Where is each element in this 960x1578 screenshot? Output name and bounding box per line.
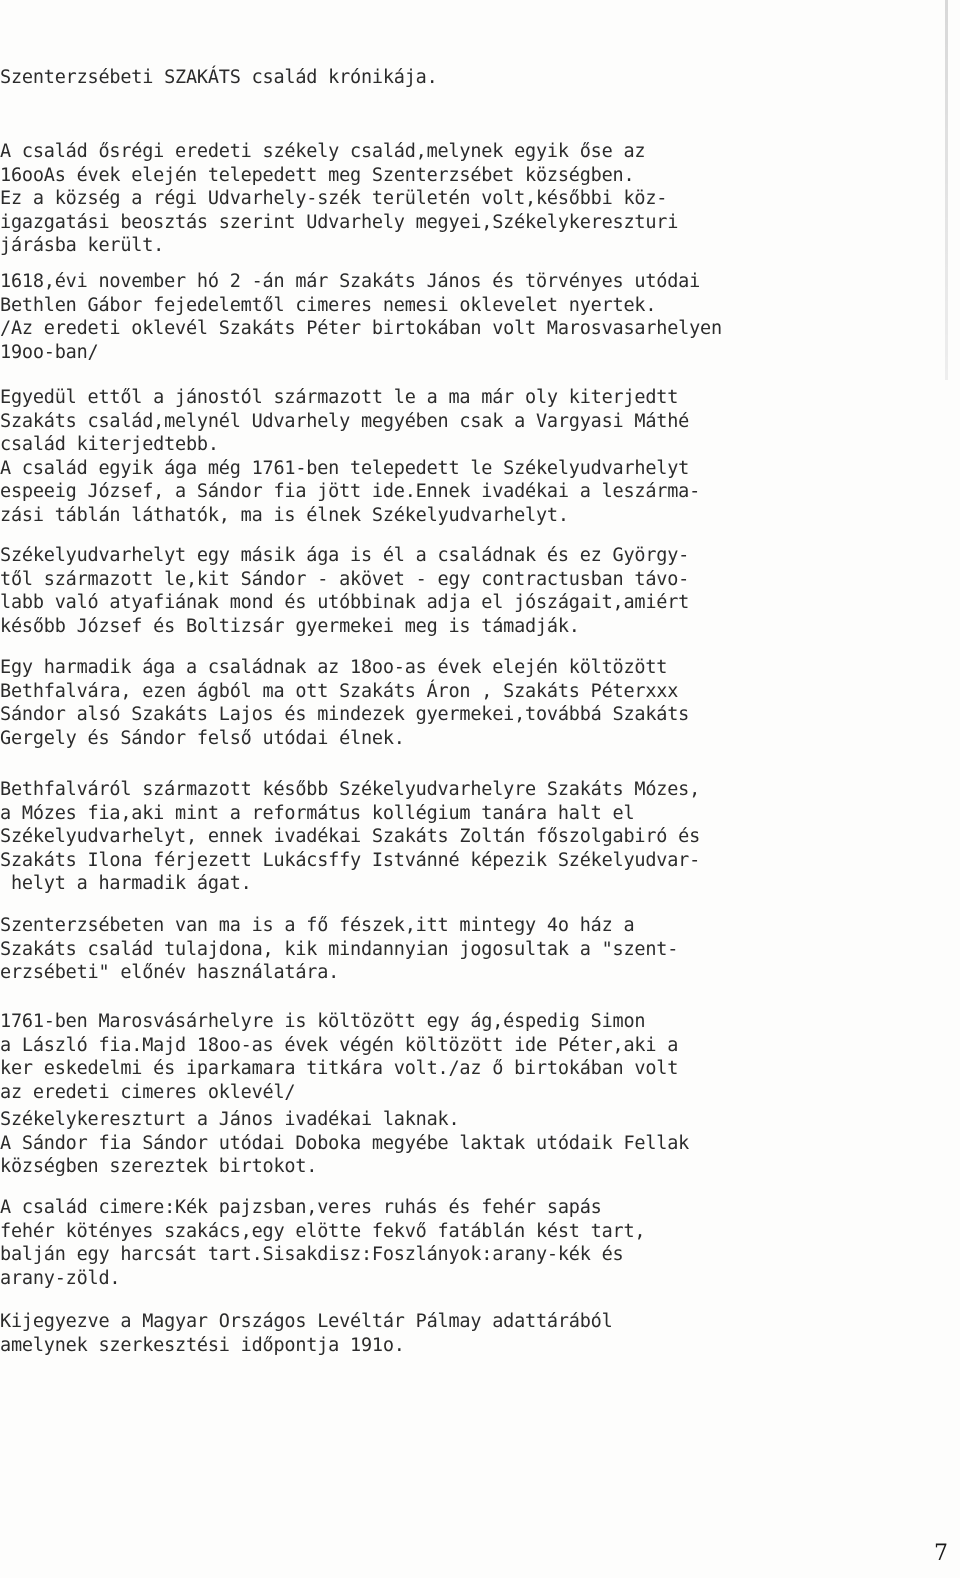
page-number: 7 — [934, 1541, 948, 1566]
paragraph-nobility-1618: 1618,évi november hó 2 -án már Szakáts János és törvényes utódai Bethlen Gábor fejedelemtől cimeres nemesi oklevelet nyertek. /Az eredeti oklevél Szakáts Péter birtokában volt Marosvasarhelyen 19oo-ban/ — [0, 271, 722, 363]
paragraph-gyorgy-branch: Székelyudvarhelyt egy másik ága is él a családnak és ez György- től származott le,kit Sándor - akövet - egy contractusban távo- labb való atyafiának mond és utóbbinak adja el jószágait,amiért később József és Boltizsár gyermekei meg is támadják. — [0, 545, 690, 637]
paragraph-szekelykeresztur: Székelykereszturt a János ivadékai laknak. A Sándor fia Sándor utódai Doboka megyébe laktak utódaik Fellak községben szereztek birtokot. — [0, 1109, 690, 1177]
paragraph-third-branch: Egy harmadik ága a családnak az 18oo-as évek elején költözött Bethfalvára, ezen ágból ma ott Szakáts Áron , Szakáts Péterxxx Sándor alsó Szakáts Lajos és mindezek gyermekei,továbbá Szakáts Gergely és Sándor felső utódai élnek. — [0, 657, 690, 749]
paragraph-coat-of-arms: A család cimere:Kék pajzsban,veres ruhás és fehér sapás fehér kötényes szakács,egy elötte fekvő fatáblán kést tart, balján egy harcsát tart.Sisakdisz:Foszlányok:arany-kék és arany-zöld. — [0, 1197, 646, 1289]
paragraph-bethfalva: Bethfalváról származott később Székelyudvarhelyre Szakáts Mózes, a Mózes fia,aki mint a református kollégium tanára halt el Székelyudvarhelyt, ennek ivadékai Szakáts Zoltán főszolgabiró és Szakáts Ilona férjezett Lukácsffy Istvánné képezik Székelyudvar- helyt a harmadik ágat. — [0, 779, 701, 894]
document-title: Szenterzsébeti SZAKÁTS család krónikája. — [0, 67, 438, 88]
paragraph-janos-descendants: Egyedül ettől a jánostól származott le a ma már oly kiterjedtt Szakáts család,melynél Udvarhely megyében csak a Vargyasi Máthé család kiterjedtebb. A család egyik ága még 1761-ben telepedett le Székelyudvarhelyt espeeig József, a Sándor fia jött ide.Ennek ivadékai a leszárma- zási táblán láthatók, ma is élnek Székelyudvarhelyt. — [0, 387, 701, 526]
paragraph-marosvasarhely: 1761-ben Marosvásárhelyre is költözött egy ág,éspedig Simon a László fia.Majd 18oo-as évek végén költözött ide Péter,aki a ker eskedelmi és iparkamara titkára volt./az ő birtokában volt az eredeti cimeres oklevél/ — [0, 1011, 679, 1103]
paragraph-origin: A család ősrégi eredeti székely család,melynek egyik őse az 16ooAs évek elején telepedett meg Szenterzsébet községben. Ez a község a régi Udvarhely-szék területén volt,későbbi köz- igazgatási beosztás szerint Udvarhely megyei,Székelykereszturi járásba került. — [0, 141, 679, 256]
paragraph-main-nest: Szenterzsébeten van ma is a fő fészek,itt mintegy 4o ház a Szakáts család tulajdona, kik mindannyian jogosultak a "szent- erzsébeti" előnév használatára. — [0, 915, 679, 983]
paragraph-source-note: Kijegyezve a Magyar Országos Levéltár Pálmay adattárából amelynek szerkesztési időpontja 191o. — [0, 1311, 613, 1356]
